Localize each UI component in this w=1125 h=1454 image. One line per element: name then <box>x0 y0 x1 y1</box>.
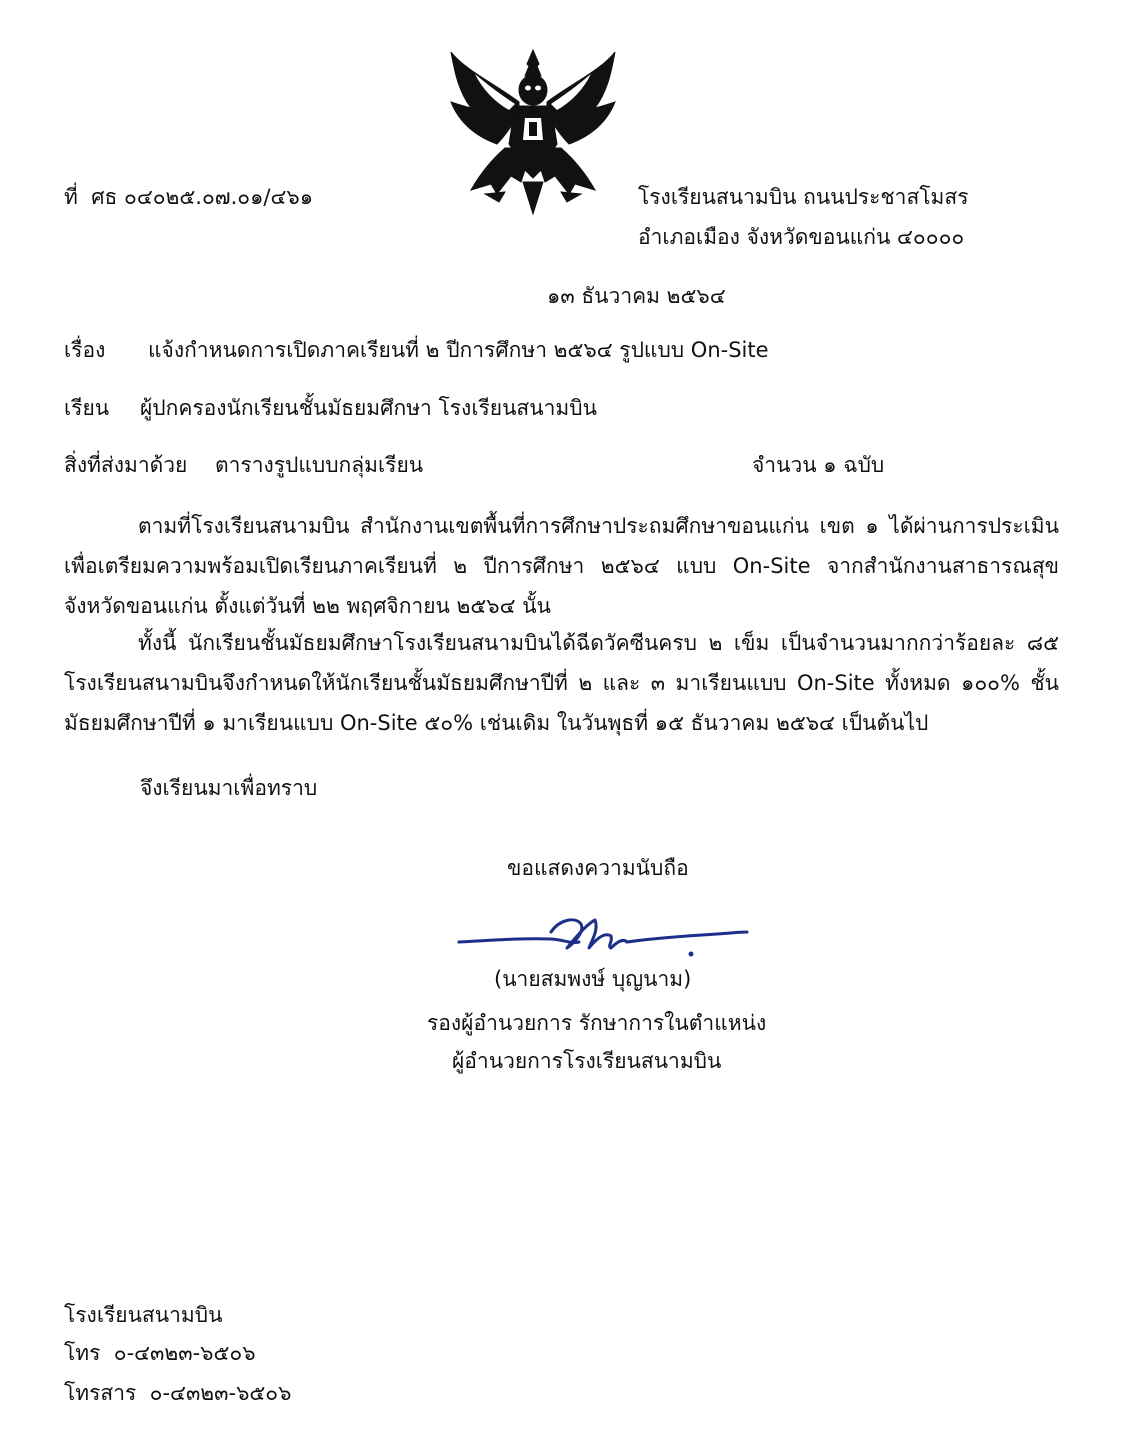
recipient-label: เรียน <box>64 396 110 420</box>
footer-phone-number: ๐-๔๓๒๓-๖๕๐๖ <box>113 1341 256 1365</box>
sender-address-line1: โรงเรียนสนามบิน ถนนประชาสโมสร <box>638 185 969 209</box>
footer-fax <box>64 1381 291 1406</box>
handwritten-signature <box>455 908 751 968</box>
closing-line: จึงเรียนมาเพื่อทราบ <box>140 776 318 800</box>
footer-phone-label: โทร <box>64 1341 101 1365</box>
garuda-emblem <box>445 44 621 218</box>
body-paragraph-2 <box>64 623 1059 743</box>
enclosure-quantity: จำนวน ๑ ฉบับ <box>752 453 885 477</box>
salutation: ขอแสดงความนับถือ <box>507 856 689 880</box>
subject-label: เรื่อง <box>64 338 106 362</box>
enclosure-text: ตารางรูปแบบกลุ่มเรียน <box>215 453 424 477</box>
footer-phone <box>64 1341 256 1366</box>
footer-fax-number: ๐-๔๓๒๓-๖๕๐๖ <box>149 1381 292 1405</box>
body-paragraph-1-text: ตามที่โรงเรียนสนามบิน สำนักงานเขตพื้นที่การศึกษาประถมศึกษาขอนแก่น เขต ๑ ได้ผ่านการประเมินเพื่อเตรียมความพร้อมเปิดเรียนภาคเรียนที่ ๒ ปีการศึกษา ๒๕๖๔ แบบ On-Site จากสำนักงานสาธารณสุขจังหวัดขอนแก่น ตั้งแต่วันที่ ๒๒ พฤศจิกายน ๒๕๖๔ นั้น <box>64 514 1059 618</box>
sender-address-line2: อำเภอเมือง จังหวัดขอนแก่น ๔๐๐๐๐ <box>638 225 965 249</box>
reference-number <box>64 185 313 210</box>
subject-text: แจ้งกำหนดการเปิดภาคเรียนที่ ๒ ปีการศึกษา ๒๕๖๔ รูปแบบ On-Site <box>148 338 769 362</box>
letter-date: ๑๓ ธันวาคม ๒๕๖๔ <box>547 284 726 308</box>
body-paragraph-2-text: ทั้งนี้ นักเรียนชั้นมัธยมศึกษาโรงเรียนสนามบินได้ฉีดวัคซีนครบ ๒ เข็ม เป็นจำนวนมากกว่าร้อยละ ๘๕ โรงเรียนสนามบินจึงกำหนดให้นักเรียนชั้นมัธยมศึกษาปีที่ ๒ และ ๓ มาเรียนแบบ On-Site ทั้งหมด ๑๐๐% ชั้นมัธยมศึกษาปีที่ ๑ มาเรียนแบบ On-Site ๕๐% เช่นเดิม ในวันพุธที่ ๑๕ ธันวาคม ๒๕๖๔ เป็นต้นไป <box>64 631 1059 735</box>
footer-fax-label: โทรสาร <box>64 1381 137 1405</box>
reference-code: ศธ ๐๔๐๒๕.๐๗.๐๑/๔๖๑ <box>91 185 314 209</box>
signer-name: (นายสมพงษ์ บุญนาม) <box>494 967 692 991</box>
recipient-text: ผู้ปกครองนักเรียนชั้นมัธยมศึกษา โรงเรียนสนามบิน <box>140 396 597 420</box>
signer-position-1: รองผู้อำนวยการ รักษาการในตำแหน่ง <box>427 1011 767 1035</box>
reference-prefix: ที่ <box>64 185 78 209</box>
footer-organization: โรงเรียนสนามบิน <box>64 1303 223 1327</box>
signer-position-2: ผู้อำนวยการโรงเรียนสนามบิน <box>452 1049 722 1073</box>
enclosure-label: สิ่งที่ส่งมาด้วย <box>64 453 188 477</box>
body-paragraph-1 <box>64 506 1059 626</box>
